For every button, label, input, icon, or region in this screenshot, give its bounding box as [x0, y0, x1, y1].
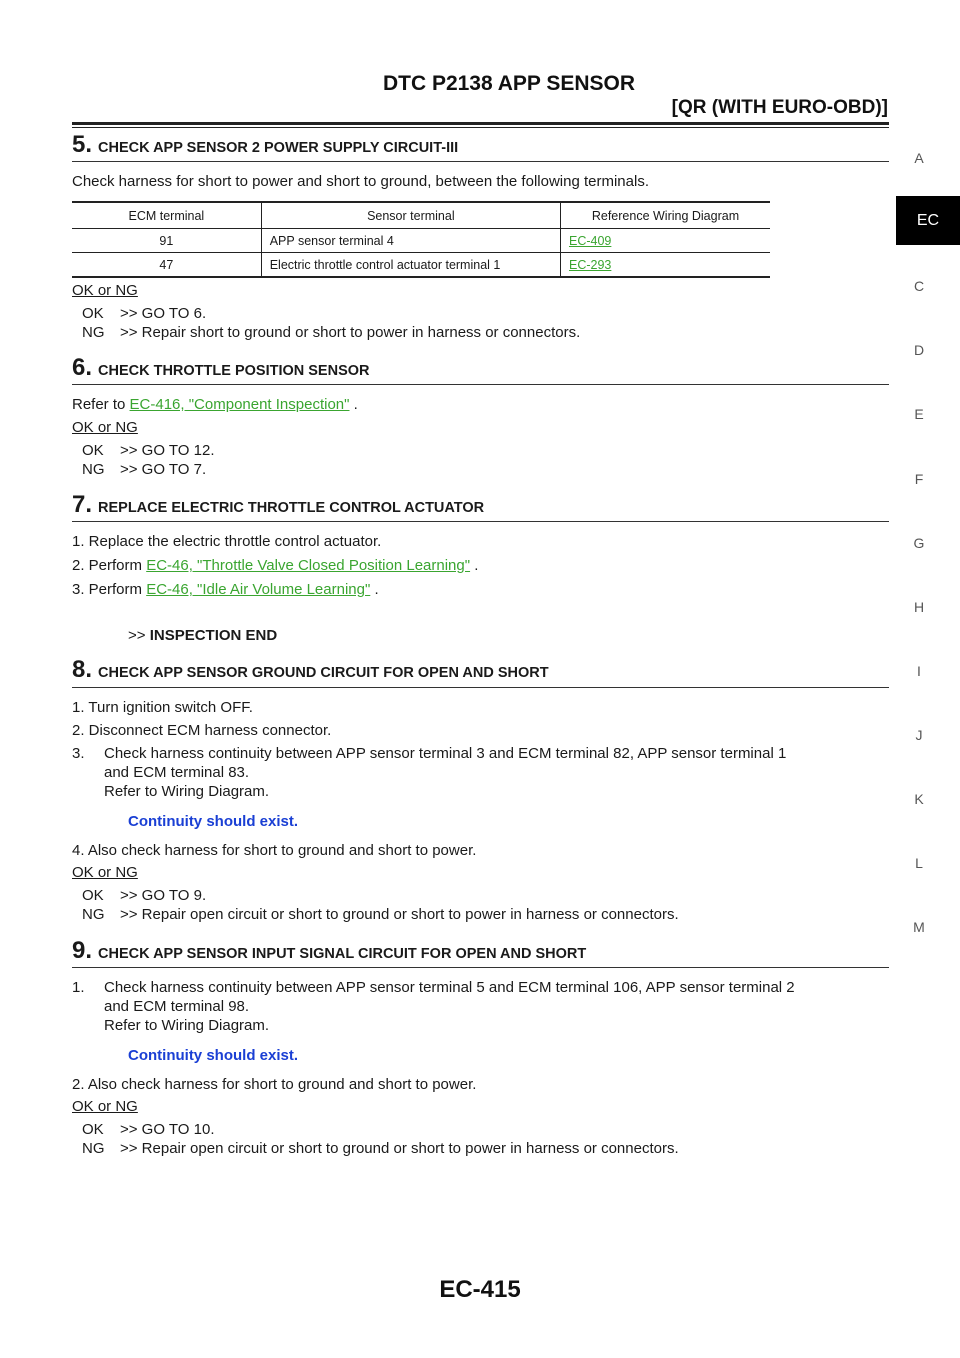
step-7-item-3: 3. Perform EC-46, "Idle Air Volume Learning" .: [72, 581, 379, 598]
ok-or-ng-label: OK or NG: [72, 282, 138, 299]
step-8-item-4: 4. Also check harness for short to ground and short to power.: [72, 842, 477, 859]
step-6-heading: [72, 354, 889, 382]
step-8-heading: [72, 656, 889, 684]
step-9-heading: [72, 937, 889, 965]
step-7-heading: [72, 491, 889, 519]
header-rule-thin: [72, 127, 889, 128]
terminal-table: [72, 201, 770, 278]
step-9-item-2: 2. Also check harness for short to ground and short to power.: [72, 1076, 477, 1093]
component-inspection-link[interactable]: EC-416, "Component Inspection": [129, 396, 350, 413]
step-number: 5.: [72, 131, 93, 158]
step-6-refer: Refer to EC-416, "Component Inspection" .: [72, 396, 358, 413]
step-8-item-1: 1. Turn ignition switch OFF.: [72, 699, 253, 716]
table-cell: Electric throttle control actuator terminal 1: [261, 253, 560, 278]
step-rule: [72, 384, 889, 385]
step-8-item-3-num: 3.: [72, 745, 85, 762]
step-rule: [72, 967, 889, 968]
side-index-d[interactable]: D: [913, 342, 925, 358]
throttle-valve-learning-link[interactable]: EC-46, "Throttle Valve Closed Position Learning": [146, 557, 471, 574]
step-9-item-1-num: 1.: [72, 979, 85, 996]
result-ng: NG >> Repair open circuit or short to ground or short to power in harness or connectors.: [82, 1140, 679, 1157]
inspection-end: >> INSPECTION END: [128, 627, 278, 644]
step-number: 8.: [72, 656, 93, 683]
table-row: [72, 229, 770, 253]
continuity-spec: Continuity should exist.: [128, 813, 299, 830]
step-5-heading: [72, 131, 889, 159]
step-7-item-1: 1. Replace the electric throttle control actuator.: [72, 533, 382, 550]
wiring-diagram-link[interactable]: EC-293: [568, 257, 612, 272]
step-title: REPLACE ELECTRIC THROTTLE CONTROL ACTUATOR: [98, 500, 485, 516]
step-rule: [72, 687, 889, 688]
side-index-i[interactable]: I: [917, 663, 921, 679]
result-ok: OK >> GO TO 6.: [82, 305, 207, 322]
side-index-ec-active[interactable]: EC: [896, 196, 960, 245]
result-ok: OK >> GO TO 9.: [82, 887, 207, 904]
step-number: 9.: [72, 937, 93, 964]
step-8-item-2: 2. Disconnect ECM harness connector.: [72, 722, 332, 739]
page-number: EC-415: [439, 1276, 521, 1303]
table-header: Sensor terminal: [261, 202, 560, 229]
step-5-text: Check harness for short to power and short to ground, between the following terminals.: [72, 173, 649, 190]
step-rule: [72, 521, 889, 522]
side-index-l[interactable]: L: [915, 855, 923, 871]
idle-air-learning-link[interactable]: EC-46, "Idle Air Volume Learning": [146, 581, 371, 598]
step-title: CHECK APP SENSOR INPUT SIGNAL CIRCUIT FOR OPEN AND SHORT: [98, 946, 587, 962]
side-index-h[interactable]: H: [913, 599, 925, 615]
table-row: [72, 253, 770, 278]
side-index-k[interactable]: K: [914, 791, 924, 807]
side-index-c[interactable]: C: [913, 278, 925, 294]
side-index-j[interactable]: J: [915, 727, 923, 743]
side-index-g[interactable]: G: [913, 535, 925, 551]
continuity-spec: Continuity should exist.: [128, 1047, 299, 1064]
step-7-item-2: 2. Perform EC-46, "Throttle Valve Closed Position Learning" .: [72, 557, 479, 574]
result-ok: OK >> GO TO 12.: [82, 442, 215, 459]
result-ok: OK >> GO TO 10.: [82, 1121, 215, 1138]
result-ng: NG >> GO TO 7.: [82, 461, 207, 478]
step-8-item-3: Check harness continuity between APP sensor terminal 3 and ECM terminal 82, APP sensor terminal 1 and ECM terminal 83. Refer to Wiring Diagram.: [104, 745, 787, 800]
ok-or-ng-label: OK or NG: [72, 1098, 138, 1115]
table-cell: 91: [72, 229, 261, 253]
result-ng: NG >> Repair open circuit or short to ground or short to power in harness or connectors.: [82, 906, 679, 923]
step-number: 7.: [72, 491, 93, 518]
ok-or-ng-label: OK or NG: [72, 419, 138, 436]
step-title: CHECK APP SENSOR GROUND CIRCUIT FOR OPEN AND SHORT: [98, 665, 549, 681]
ok-or-ng-label: OK or NG: [72, 864, 138, 881]
table-header-row: [72, 202, 770, 229]
step-rule: [72, 161, 889, 162]
side-index-m[interactable]: M: [913, 919, 925, 935]
table-header: Reference Wiring Diagram: [560, 202, 770, 229]
page-title: DTC P2138 APP SENSOR: [382, 72, 636, 95]
wiring-diagram-link[interactable]: EC-409: [568, 233, 612, 248]
step-title: CHECK THROTTLE POSITION SENSOR: [98, 363, 370, 379]
result-ng: NG >> Repair short to ground or short to power in harness or connectors.: [82, 324, 581, 341]
step-number: 6.: [72, 354, 93, 381]
header-rule: [72, 122, 889, 125]
side-index-e[interactable]: E: [914, 406, 924, 422]
page-subtitle: [QR (WITH EURO-OBD)]: [671, 97, 888, 118]
table-header: ECM terminal: [72, 202, 261, 229]
step-title: CHECK APP SENSOR 2 POWER SUPPLY CIRCUIT-III: [98, 140, 459, 156]
table-cell: 47: [72, 253, 261, 278]
step-9-item-1: Check harness continuity between APP sensor terminal 5 and ECM terminal 106, APP sensor terminal 2 and ECM terminal 98. Refer to Wiring Diagram.: [104, 979, 795, 1034]
side-index-f[interactable]: F: [914, 471, 924, 487]
side-index-a[interactable]: A: [914, 150, 924, 166]
table-cell: APP sensor terminal 4: [261, 229, 560, 253]
